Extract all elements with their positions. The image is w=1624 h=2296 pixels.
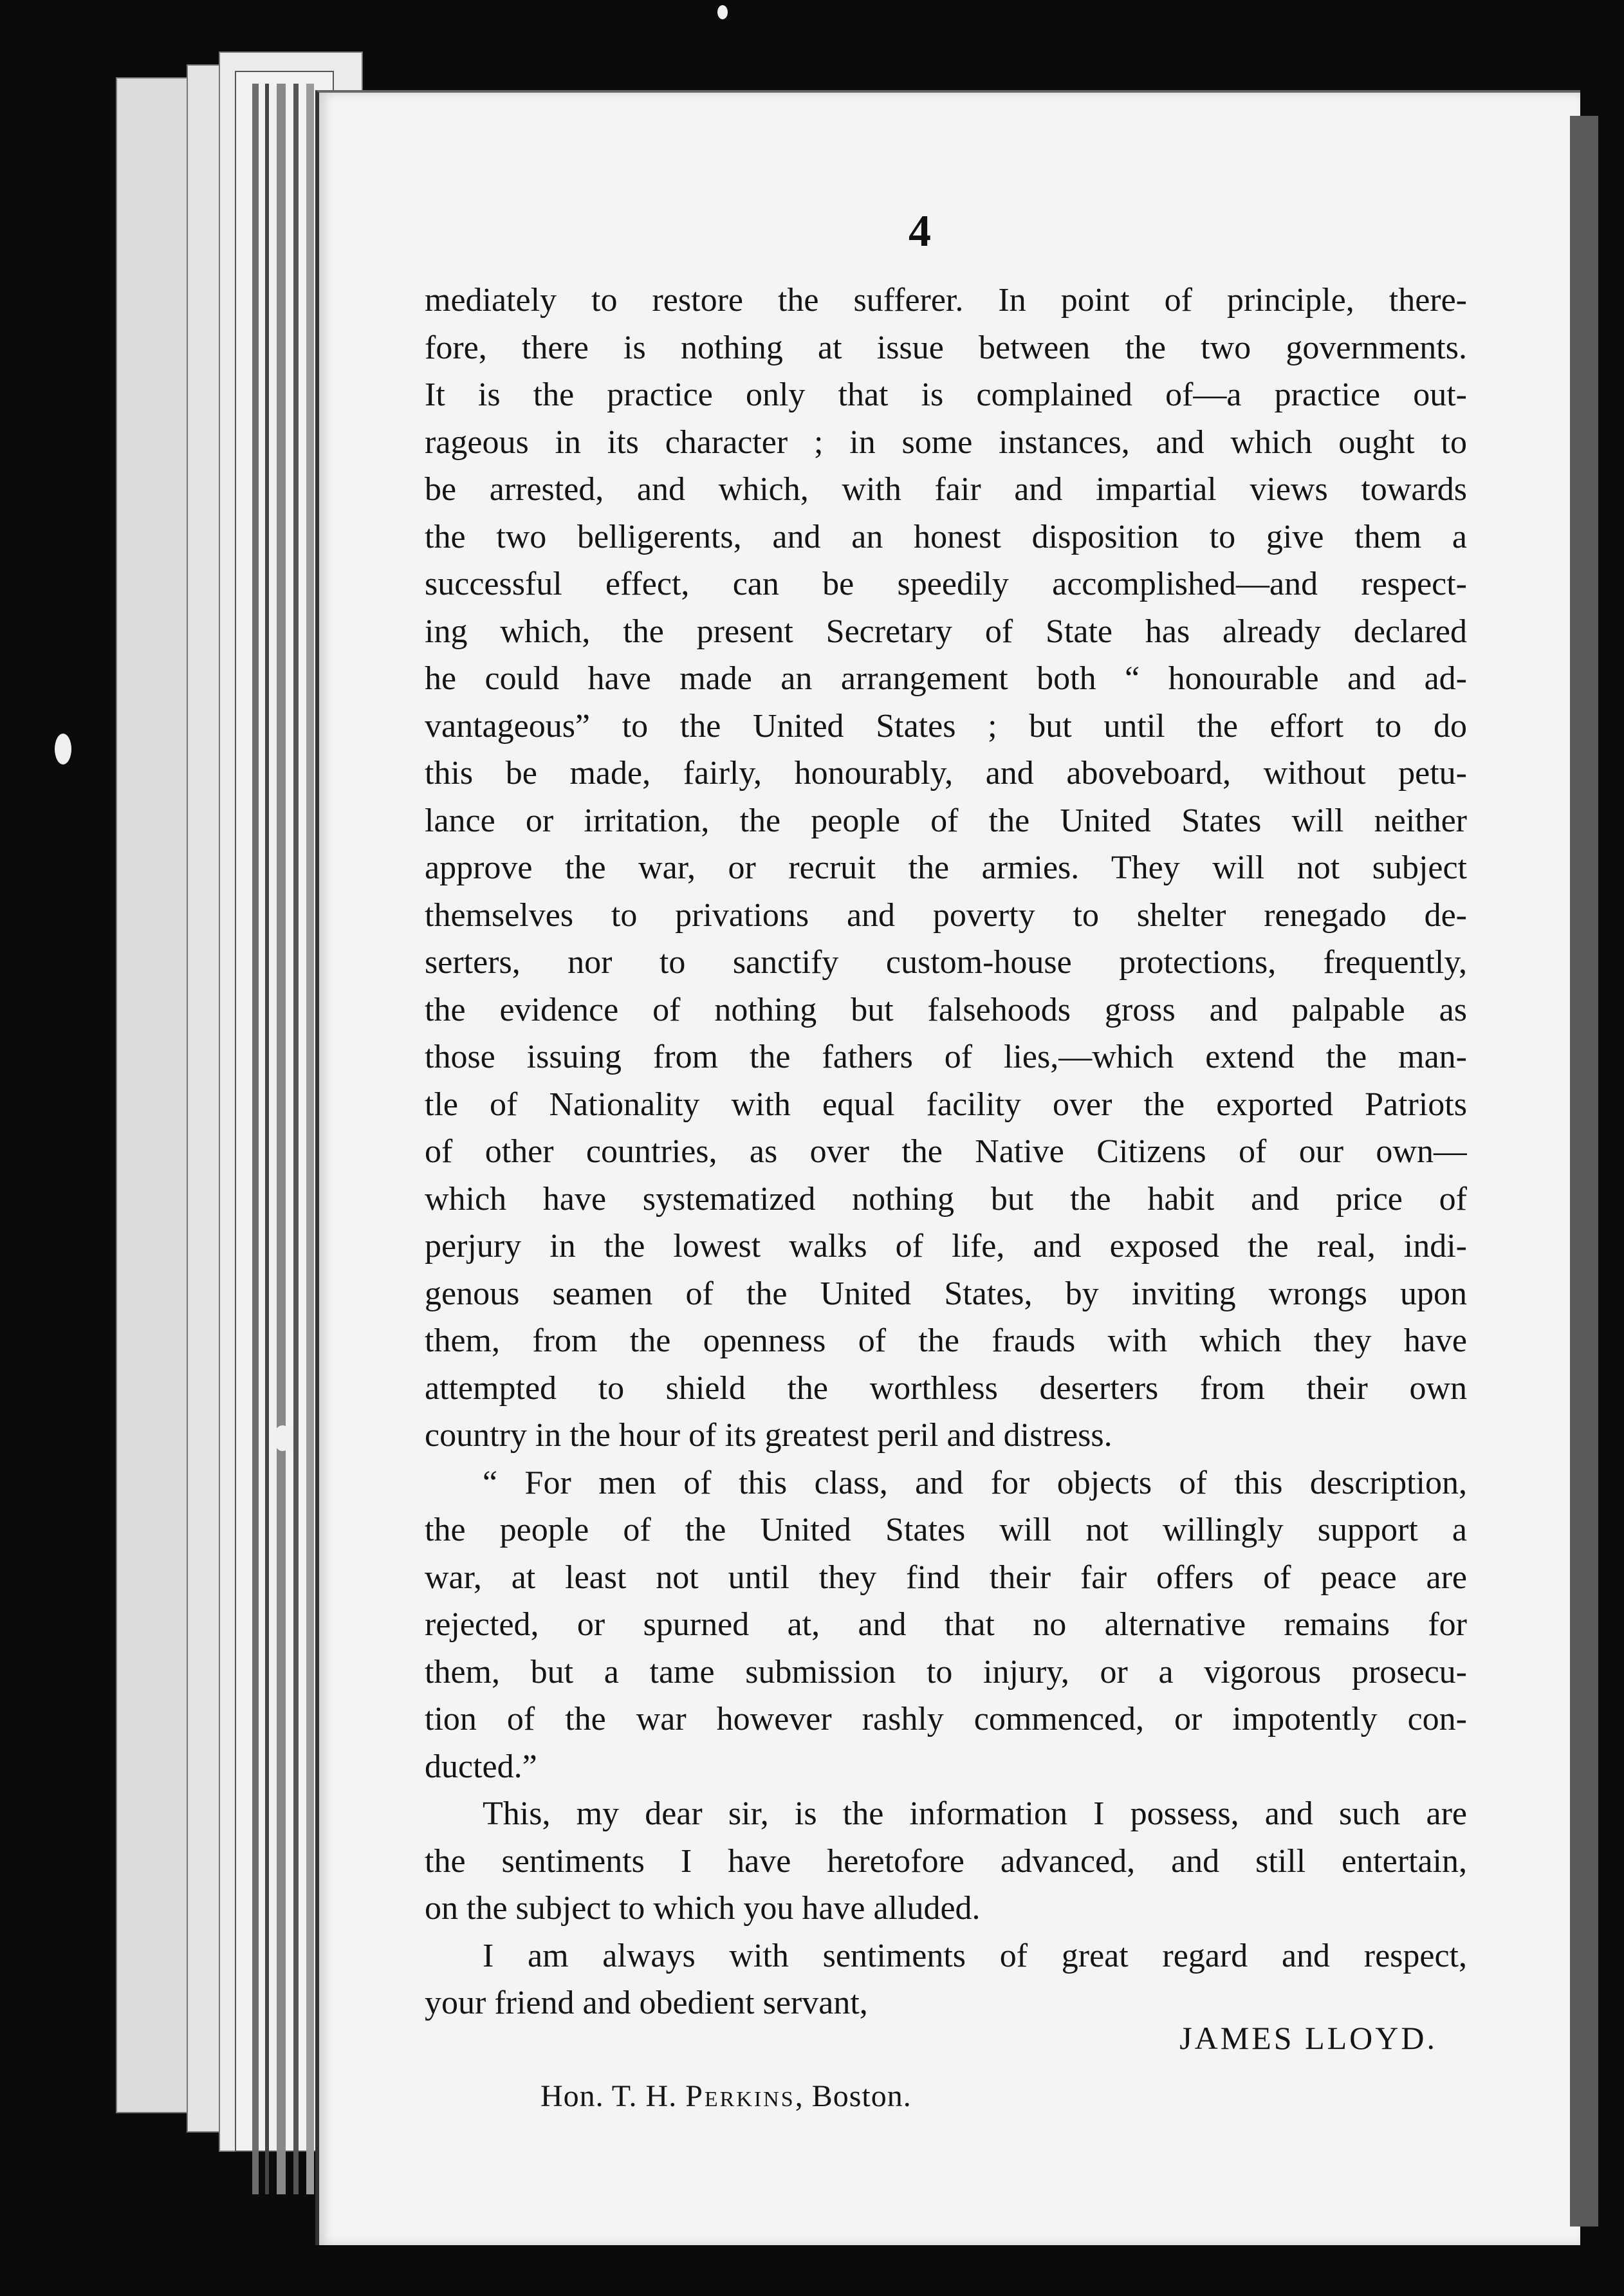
text-line: genous seamen of the United States, by inviting wrongs upon	[425, 1275, 1467, 1312]
text-line: which have systematized nothing but the habit and price of	[425, 1180, 1467, 1217]
text-line: those issuing from the fathers of lies,—which extend the man-	[425, 1039, 1467, 1075]
addressee	[540, 2078, 912, 2114]
addressee-name: Perkins	[685, 2079, 795, 2113]
signature: JAMES LLOYD.	[1179, 2020, 1437, 2056]
text-line: attempted to shield the worthless deserters from their own	[425, 1369, 1467, 1407]
text-line: successful effect, can be speedily accomplished—and respect-	[425, 566, 1467, 602]
scan-speck	[717, 5, 728, 19]
paragraph	[425, 1790, 1467, 1932]
addressee-suffix: , Boston.	[795, 2079, 912, 2113]
addressee-prefix: Hon. T. H.	[540, 2079, 686, 2113]
text-line: perjury in the lowest walks of life, and exposed the real, indi-	[425, 1228, 1467, 1264]
text-line: tle of Nationality with equal facility over the exported Patriots	[425, 1086, 1467, 1123]
page-number: 4	[909, 207, 931, 256]
page-edge-strip	[293, 84, 299, 2194]
paragraph	[425, 277, 1467, 1459]
scan-speck	[55, 734, 71, 764]
page-edge-strip	[306, 84, 314, 2194]
text-line: of other countries, as over the Native Citizens of our own—	[425, 1133, 1467, 1170]
text-line: This, my dear sir, is the information I possess, and such are	[483, 1795, 1467, 1832]
text-line: the two belligerents, and an honest disposition to give them a	[425, 518, 1467, 555]
page-edge-strip	[252, 84, 259, 2194]
text-line: your friend and obedient servant,	[425, 1985, 868, 2021]
text-line: fore, there is nothing at issue between the two governments.	[425, 329, 1467, 366]
text-line: this be made, fairly, honourably, and aboveboard, without petu-	[425, 755, 1467, 792]
text-line: “ For men of this class, and for objects of this description,	[483, 1464, 1467, 1501]
text-line: be arrested, and which, with fair and impartial views towards	[425, 471, 1467, 508]
page-gutter-shadow	[1570, 116, 1598, 2227]
text-line: war, at least not until they find their fair offers of peace are	[425, 1559, 1467, 1596]
text-line: approve the war, or recruit the armies. They will not subject	[425, 849, 1467, 886]
paragraph	[425, 1932, 1467, 2027]
page-edge-strip	[277, 84, 286, 2194]
text-line: the sentiments I have heretofore advanced, and still entertain,	[425, 1842, 1467, 1880]
text-line: ducted.”	[425, 1748, 537, 1785]
scan-speck	[273, 1425, 291, 1451]
text-line: themselves to privations and poverty to shelter renegado de-	[425, 896, 1467, 934]
text-line: the people of the United States will not willingly support a	[425, 1512, 1467, 1548]
text-line: them, but a tame submission to injury, or a vigorous prosecu-	[425, 1653, 1467, 1690]
text-line: serters, nor to sanctify custom-house protections, frequently,	[425, 944, 1467, 981]
text-line: lance or irritation, the people of the United States will neither	[425, 802, 1467, 839]
text-line: them, from the openness of the frauds with which they have	[425, 1322, 1467, 1359]
text-line: on the subject to which you have alluded.	[425, 1890, 981, 1927]
text-line: tion of the war however rashly commenced, or impotently con-	[425, 1701, 1467, 1737]
text-line: I am always with sentiments of great regard and respect,	[483, 1937, 1467, 1974]
text-line: the evidence of nothing but falsehoods gross and palpable as	[425, 991, 1467, 1028]
paragraph	[425, 1459, 1467, 1791]
text-line: vantageous” to the United States ; but until the effort to do	[425, 707, 1467, 745]
text-line: It is the practice only that is complained of—a practice out-	[425, 376, 1467, 413]
text-line: rageous in its character ; in some instances, and which ought to	[425, 423, 1467, 461]
text-line: mediately to restore the sufferer. In point of principle, there-	[425, 282, 1467, 319]
text-line: country in the hour of its greatest peril and distress.	[425, 1417, 1112, 1454]
text-line: rejected, or spurned at, and that no alternative remains for	[425, 1606, 1467, 1643]
page-edge-strip	[265, 84, 269, 2194]
text-line: ing which, the present Secretary of State has already declared	[425, 613, 1467, 650]
letter-body	[425, 277, 1467, 2027]
text-line: he could have made an arrangement both “ honourable and ad-	[425, 660, 1467, 697]
